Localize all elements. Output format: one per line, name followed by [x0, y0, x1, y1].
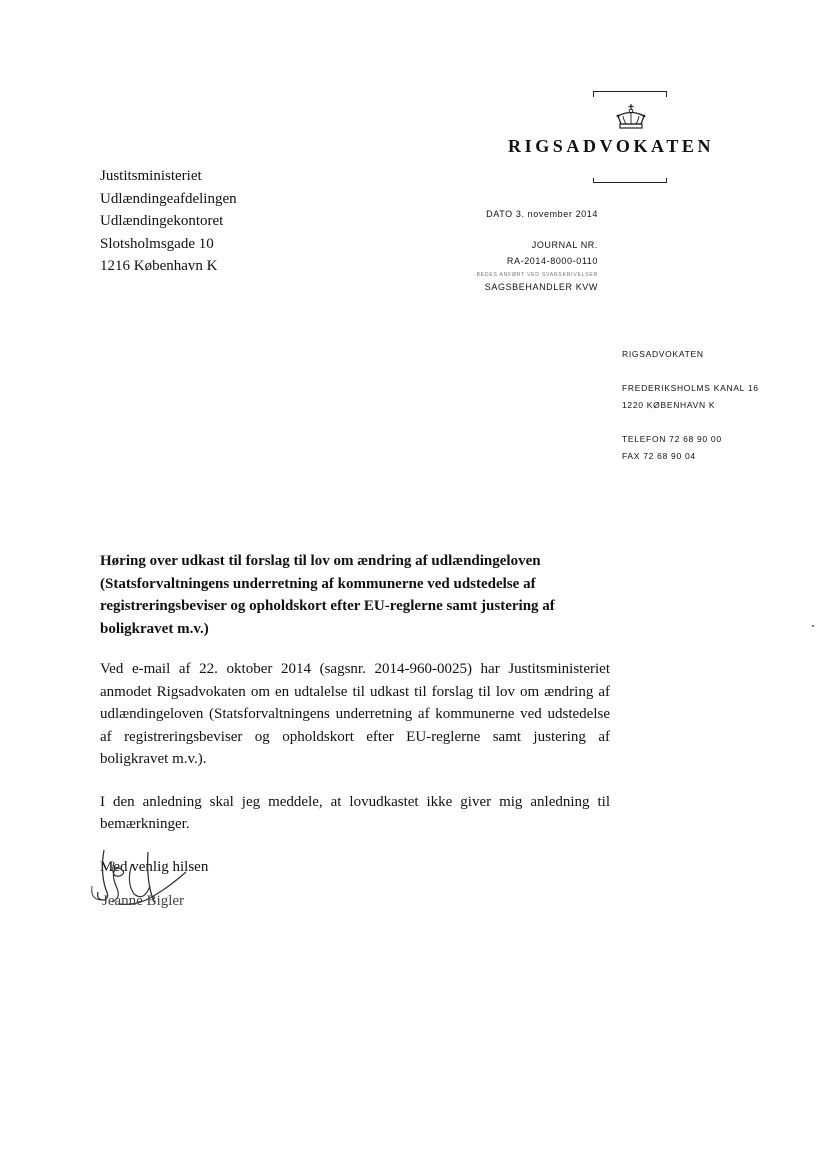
recipient-line: Udlændingekontoret	[100, 213, 224, 229]
letterhead-logo	[508, 88, 753, 188]
journal-number: RA-2014-8000-0110	[506, 256, 598, 266]
letter-body	[100, 550, 610, 878]
recipient-address	[100, 165, 237, 278]
scan-speck	[812, 625, 814, 627]
recipient-line: Justitsministeriet	[100, 168, 202, 184]
reference-note: BEDES ANFØRT VED SVARSKRIVELSER	[476, 272, 598, 278]
sender-street: FREDERIKSHOLMS KANAL 16	[622, 383, 759, 393]
date-line: DATO 3. november 2014	[486, 209, 598, 219]
sender-name: RIGSADVOKATEN	[622, 349, 704, 359]
subject-heading: Høring over udkast til forslag til lov om ændring af udlændingeloven (Statsforvaltningens underretning af kommunerne ved udstedelse af registreringsbeviser og opholdskort efter EU-reglerne samt justering af boligkravet m.v.)	[100, 553, 555, 637]
logo-bottom-rule	[594, 182, 666, 183]
recipient-line: Udlændingeafdelingen	[100, 190, 237, 207]
body-paragraph: I den anledning skal jeg meddele, at lovudkastet ikke giver mig anledning til bemærkninger.	[100, 793, 610, 832]
case-handler: SAGSBEHANDLER KVW	[484, 282, 598, 292]
logo-top-rule	[594, 91, 666, 92]
reference-block	[440, 209, 598, 292]
handwritten-signature	[88, 842, 198, 922]
sender-city: 1220 KØBENHAVN K	[622, 400, 716, 410]
recipient-line: Slotsholmsgade 10	[100, 235, 214, 252]
closing-salutation: Med venlig hilsen	[100, 858, 209, 875]
crown-icon	[614, 104, 648, 130]
sender-address	[622, 346, 759, 465]
signer-name: Jeanne Bigler	[102, 893, 185, 909]
body-paragraph: Ved e-mail af 22. oktober 2014 (sagsnr. 2014-960-0025) har Justitsministeriet anmodet Rigsadvokaten om en udtalelse til udkast til forslag til lov om ændring af udlændingeloven (Statsforvaltningens underretning af kommunerne ved udstedelse af registreringsbeviser og opholdskort efter EU-reglerne samt justering af boligkravet m.v.).	[100, 661, 610, 767]
sender-fax: FAX 72 68 90 04	[622, 451, 696, 461]
journal-label: JOURNAL NR.	[531, 240, 598, 250]
recipient-line: 1216 København K	[100, 258, 218, 274]
letterhead-wordmark: RIGSADVOKATEN	[508, 136, 715, 156]
sender-phone: TELEFON 72 68 90 00	[622, 434, 722, 444]
